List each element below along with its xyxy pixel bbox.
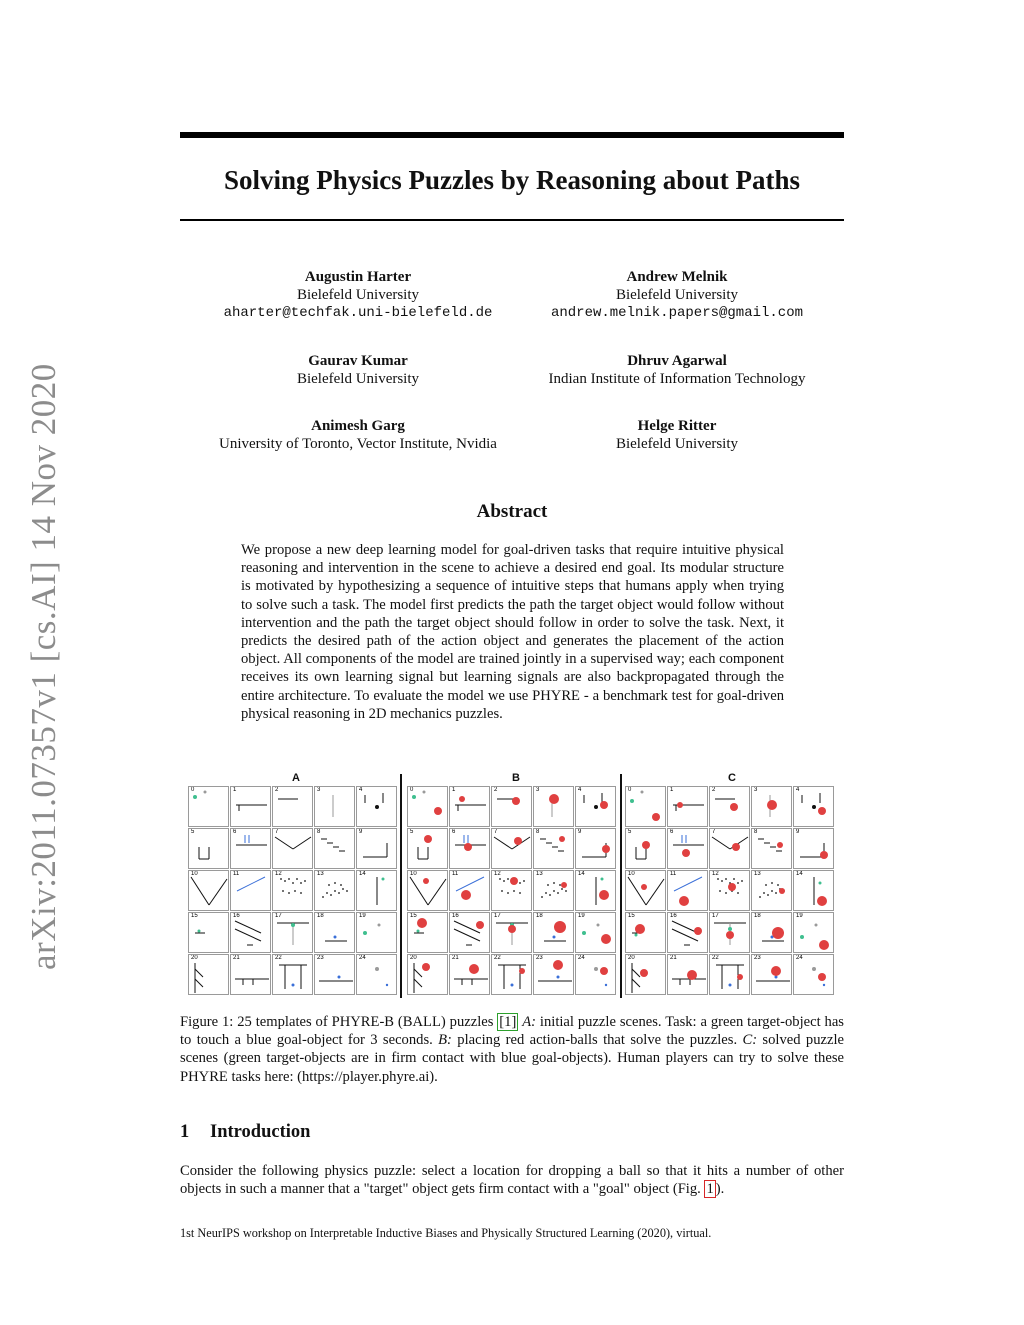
template-number: 6 xyxy=(233,829,237,835)
template-thumbnail xyxy=(667,786,708,827)
scene-drawing xyxy=(273,955,313,995)
template-number: 22 xyxy=(275,955,282,961)
scene-drawing xyxy=(408,913,448,953)
template-thumbnail xyxy=(491,954,532,995)
template-thumbnail xyxy=(751,912,792,953)
template-thumbnail xyxy=(533,828,574,869)
template-number: 9 xyxy=(578,829,582,835)
panel-a xyxy=(188,786,397,996)
template-number: 21 xyxy=(670,955,677,961)
template-number: 9 xyxy=(796,829,800,835)
template-thumbnail xyxy=(667,828,708,869)
scene-drawing xyxy=(668,955,708,995)
scene-drawing xyxy=(231,955,271,995)
template-thumbnail xyxy=(230,912,271,953)
paper-title: Solving Physics Puzzles by Reasoning about Paths xyxy=(223,165,801,195)
template-number: 8 xyxy=(317,829,321,835)
template-thumbnail xyxy=(356,954,397,995)
template-thumbnail xyxy=(314,870,355,911)
template-number: 20 xyxy=(628,955,635,961)
author-affiliation: Bielefeld University xyxy=(615,287,739,303)
scene-drawing xyxy=(231,829,271,869)
template-thumbnail xyxy=(751,828,792,869)
template-thumbnail xyxy=(533,786,574,827)
author-affiliation: Bielefeld University xyxy=(296,371,420,387)
template-thumbnail xyxy=(188,786,229,827)
template-number: 14 xyxy=(578,871,585,877)
template-number: 24 xyxy=(796,955,803,961)
template-thumbnail xyxy=(575,954,616,995)
scene-drawing xyxy=(492,913,532,953)
template-number: 10 xyxy=(410,871,417,877)
template-number: 20 xyxy=(410,955,417,961)
section-heading xyxy=(180,1121,310,1143)
template-thumbnail xyxy=(449,912,490,953)
template-thumbnail xyxy=(533,954,574,995)
template-thumbnail xyxy=(625,912,666,953)
template-thumbnail xyxy=(575,870,616,911)
caption-lead: Figure 1: 25 templates of PHYRE-B (BALL) puzzles xyxy=(180,1014,498,1030)
scene-drawing xyxy=(626,787,666,827)
scene-drawing xyxy=(710,787,750,827)
template-number: 18 xyxy=(317,913,324,919)
template-thumbnail xyxy=(667,870,708,911)
template-thumbnail xyxy=(793,912,834,953)
template-number: 18 xyxy=(536,913,543,919)
template-number: 12 xyxy=(494,871,501,877)
template-thumbnail xyxy=(188,912,229,953)
scene-drawing xyxy=(492,871,532,911)
template-thumbnail xyxy=(230,828,271,869)
scene-drawing xyxy=(189,913,229,953)
author-name: Augustin Harter xyxy=(304,269,412,285)
scene-drawing xyxy=(273,787,313,827)
template-thumbnail xyxy=(356,912,397,953)
template-number: 14 xyxy=(359,871,366,877)
template-number: 15 xyxy=(191,913,198,919)
template-thumbnail xyxy=(625,954,666,995)
template-thumbnail xyxy=(407,954,448,995)
template-thumbnail xyxy=(230,954,271,995)
figure-1 xyxy=(186,772,838,998)
template-thumbnail xyxy=(667,912,708,953)
scene-drawing xyxy=(794,913,834,953)
author-affiliation: Bielefeld University xyxy=(296,287,420,303)
panel-b xyxy=(407,786,616,996)
scene-drawing xyxy=(752,955,792,995)
template-number: 19 xyxy=(796,913,803,919)
section-number: 1 xyxy=(180,1122,190,1142)
template-thumbnail xyxy=(625,870,666,911)
scene-drawing xyxy=(273,913,313,953)
template-number: 12 xyxy=(712,871,719,877)
scene-drawing xyxy=(752,913,792,953)
scene-drawing xyxy=(357,955,397,995)
template-number: 4 xyxy=(796,787,800,793)
template-number: 14 xyxy=(796,871,803,877)
template-number: 1 xyxy=(452,787,456,793)
caption-c-text: solved puzzle scenes (green target-objects are in firm contact with blue goal-objects). Human players can try to solve these PHYRE tasks here: (https://player.phyre.ai). xyxy=(180,1032,844,1085)
template-thumbnail xyxy=(533,870,574,911)
template-number: 17 xyxy=(275,913,282,919)
template-number: 21 xyxy=(233,955,240,961)
template-number: 0 xyxy=(410,787,414,793)
scene-drawing xyxy=(189,829,229,869)
citation-link[interactable]: [1] xyxy=(499,1014,517,1030)
template-number: 1 xyxy=(670,787,674,793)
scene-drawing xyxy=(408,787,448,827)
template-number: 0 xyxy=(191,787,195,793)
template-number: 7 xyxy=(275,829,279,835)
template-thumbnail xyxy=(491,786,532,827)
template-thumbnail xyxy=(709,828,750,869)
scene-drawing xyxy=(626,955,666,995)
template-number: 9 xyxy=(359,829,363,835)
template-thumbnail xyxy=(575,912,616,953)
template-thumbnail xyxy=(667,954,708,995)
arxiv-stamp: arXiv:2011.07357v1 [cs.AI] 14 Nov 2020 xyxy=(24,363,63,970)
template-number: 11 xyxy=(233,871,240,877)
template-thumbnail xyxy=(625,786,666,827)
intro-text-end: ). xyxy=(715,1181,725,1198)
scene-drawing xyxy=(357,913,397,953)
template-thumbnail xyxy=(356,828,397,869)
scene-drawing xyxy=(231,787,271,827)
caption-a-label: A: xyxy=(522,1014,537,1030)
author-affiliation: Indian Institute of Information Technology xyxy=(548,371,806,387)
scene-drawing xyxy=(231,913,271,953)
author-block-1 xyxy=(180,268,536,322)
template-thumbnail xyxy=(272,954,313,995)
template-number: 6 xyxy=(670,829,674,835)
template-number: 10 xyxy=(628,871,635,877)
scene-drawing xyxy=(534,913,574,953)
scene-drawing xyxy=(408,829,448,869)
template-number: 16 xyxy=(452,913,459,919)
author-block-6 xyxy=(510,417,844,453)
title-rule-bottom xyxy=(180,219,844,221)
caption-b-label: B: xyxy=(438,1032,452,1049)
figure-caption xyxy=(180,1013,844,1086)
template-number: 11 xyxy=(670,871,677,877)
panel-label-a: A xyxy=(292,772,300,784)
author-block-2 xyxy=(510,268,844,322)
scene-drawing xyxy=(752,871,792,911)
section-title: Introduction xyxy=(210,1122,311,1142)
template-number: 15 xyxy=(628,913,635,919)
template-number: 18 xyxy=(754,913,761,919)
scene-drawing xyxy=(794,955,834,995)
template-number: 17 xyxy=(712,913,719,919)
scene-drawing xyxy=(576,871,616,911)
scene-drawing xyxy=(576,829,616,869)
author-block-5 xyxy=(180,417,536,453)
template-thumbnail xyxy=(272,828,313,869)
template-number: 5 xyxy=(628,829,632,835)
template-number: 6 xyxy=(452,829,456,835)
template-thumbnail xyxy=(272,870,313,911)
author-name: Helge Ritter xyxy=(637,418,717,434)
template-thumbnail xyxy=(314,786,355,827)
scene-drawing xyxy=(668,871,708,911)
template-number: 3 xyxy=(754,787,758,793)
abstract-heading: Abstract xyxy=(476,501,548,522)
panel-label-c: C xyxy=(728,772,736,784)
template-number: 4 xyxy=(578,787,582,793)
title-rule-top xyxy=(180,132,844,138)
template-number: 23 xyxy=(536,955,543,961)
scene-drawing xyxy=(450,871,490,911)
template-number: 2 xyxy=(494,787,498,793)
template-thumbnail xyxy=(575,828,616,869)
template-number: 12 xyxy=(275,871,282,877)
template-thumbnail xyxy=(793,870,834,911)
template-thumbnail xyxy=(356,786,397,827)
template-thumbnail xyxy=(188,828,229,869)
scene-drawing xyxy=(315,871,355,911)
template-thumbnail xyxy=(407,828,448,869)
template-thumbnail xyxy=(272,786,313,827)
template-number: 21 xyxy=(452,955,459,961)
caption-c-label: C: xyxy=(742,1032,758,1049)
scene-drawing xyxy=(450,955,490,995)
template-number: 13 xyxy=(317,871,324,877)
template-thumbnail xyxy=(407,786,448,827)
scene-drawing xyxy=(534,955,574,995)
template-number: 0 xyxy=(628,787,632,793)
scene-drawing xyxy=(357,829,397,869)
template-number: 24 xyxy=(578,955,585,961)
scene-drawing xyxy=(710,829,750,869)
author-name: Animesh Garg xyxy=(311,418,405,434)
template-thumbnail xyxy=(188,870,229,911)
author-name: Gaurav Kumar xyxy=(308,353,408,369)
caption-b-text: placing red action-balls that solve the puzzles. xyxy=(451,1032,743,1049)
template-thumbnail xyxy=(793,954,834,995)
template-number: 5 xyxy=(191,829,195,835)
scene-drawing xyxy=(189,871,229,911)
template-number: 17 xyxy=(494,913,501,919)
author-block-3 xyxy=(180,352,536,388)
scene-drawing xyxy=(576,913,616,953)
scene-drawing xyxy=(752,787,792,827)
template-thumbnail xyxy=(188,954,229,995)
author-name: Dhruv Agarwal xyxy=(627,353,727,369)
scene-drawing xyxy=(315,955,355,995)
template-number: 8 xyxy=(536,829,540,835)
template-number: 16 xyxy=(233,913,240,919)
template-thumbnail xyxy=(272,912,313,953)
scene-drawing xyxy=(357,871,397,911)
template-thumbnail xyxy=(449,954,490,995)
template-number: 19 xyxy=(359,913,366,919)
template-number: 15 xyxy=(410,913,417,919)
template-number: 22 xyxy=(712,955,719,961)
panel-divider xyxy=(400,774,402,998)
template-thumbnail xyxy=(449,786,490,827)
scene-drawing xyxy=(668,787,708,827)
scene-drawing xyxy=(534,829,574,869)
template-thumbnail xyxy=(625,828,666,869)
scene-drawing xyxy=(231,871,271,911)
scene-drawing xyxy=(273,871,313,911)
template-thumbnail xyxy=(407,870,448,911)
template-number: 1 xyxy=(233,787,237,793)
template-thumbnail xyxy=(575,786,616,827)
template-thumbnail xyxy=(230,870,271,911)
template-thumbnail xyxy=(793,828,834,869)
panel-divider xyxy=(620,774,622,998)
figure-ref-link[interactable]: 1 xyxy=(706,1181,714,1198)
intro-text: Consider the following physics puzzle: select a location for dropping a ball so that it hits a number of other objects in such a manner that a "target" object gets firm contact with a "goal" object (Fig. xyxy=(180,1163,844,1198)
template-number: 19 xyxy=(578,913,585,919)
scene-drawing xyxy=(315,787,355,827)
template-number: 2 xyxy=(275,787,279,793)
scene-drawing xyxy=(710,913,750,953)
author-name: Andrew Melnik xyxy=(626,269,728,285)
author-email[interactable]: andrew.melnik.papers@gmail.com xyxy=(550,305,804,321)
scene-drawing xyxy=(710,871,750,911)
template-number: 5 xyxy=(410,829,414,835)
template-number: 8 xyxy=(754,829,758,835)
author-affiliation: Bielefeld University xyxy=(615,436,739,452)
scene-drawing xyxy=(626,913,666,953)
scene-drawing xyxy=(794,787,834,827)
scene-drawing xyxy=(450,913,490,953)
template-thumbnail xyxy=(533,912,574,953)
template-number: 24 xyxy=(359,955,366,961)
template-number: 13 xyxy=(536,871,543,877)
scene-drawing xyxy=(189,955,229,995)
template-thumbnail xyxy=(709,912,750,953)
template-number: 7 xyxy=(712,829,716,835)
scene-drawing xyxy=(626,829,666,869)
scene-drawing xyxy=(668,913,708,953)
template-thumbnail xyxy=(491,870,532,911)
scene-drawing xyxy=(576,955,616,995)
template-thumbnail xyxy=(751,954,792,995)
panel-label-b: B xyxy=(512,772,520,784)
template-number: 7 xyxy=(494,829,498,835)
template-thumbnail xyxy=(491,912,532,953)
template-number: 16 xyxy=(670,913,677,919)
template-thumbnail xyxy=(314,954,355,995)
abstract-text: We propose a new deep learning model for goal-driven tasks that require intuitive physical reasoning and intervention in the scene to achieve a desired end goal. Its modular structure is motivated by hypothesizing a sequence of intuitive steps that humans apply when trying to solve such a task. The model first predicts the path the target object would follow without intervention and the path the target object should follow in order to solve the task. Next, it predicts the desired path of the action object and generates the placement of the action object. All components of the model are trained jointly in a supervised way; each component receives its own learning signal but learning signals are also backpropagated through the entire architecture. To evaluate the model we use PHYRE - a benchmark test for goal-driven physical reasoning in 2D mechanics puzzles. xyxy=(241,542,784,722)
template-number: 22 xyxy=(494,955,501,961)
scene-drawing xyxy=(710,955,750,995)
template-number: 23 xyxy=(754,955,761,961)
scene-drawing xyxy=(626,871,666,911)
scene-drawing xyxy=(534,871,574,911)
template-thumbnail xyxy=(751,786,792,827)
template-number: 23 xyxy=(317,955,324,961)
template-number: 20 xyxy=(191,955,198,961)
template-thumbnail xyxy=(449,870,490,911)
author-email[interactable]: aharter@techfak.uni-bielefeld.de xyxy=(223,305,493,321)
scene-drawing xyxy=(492,955,532,995)
scene-drawing xyxy=(492,787,532,827)
template-number: 3 xyxy=(536,787,540,793)
author-block-4 xyxy=(510,352,844,388)
scene-drawing xyxy=(752,829,792,869)
template-thumbnail xyxy=(709,870,750,911)
template-number: 13 xyxy=(754,871,761,877)
scene-drawing xyxy=(534,787,574,827)
scene-drawing xyxy=(408,955,448,995)
template-number: 2 xyxy=(712,787,716,793)
scene-drawing xyxy=(450,829,490,869)
template-thumbnail xyxy=(709,954,750,995)
scene-drawing xyxy=(794,871,834,911)
template-thumbnail xyxy=(709,786,750,827)
scene-drawing xyxy=(794,829,834,869)
scene-drawing xyxy=(189,787,229,827)
scene-drawing xyxy=(450,787,490,827)
template-thumbnail xyxy=(491,828,532,869)
template-thumbnail xyxy=(407,912,448,953)
caption-a-text: initial puzzle scenes. Task: a green target-object has to touch a blue goal-object for 3 seconds. xyxy=(180,1014,844,1049)
scene-drawing xyxy=(408,871,448,911)
intro-paragraph xyxy=(180,1162,844,1198)
footnote: 1st NeurIPS workshop on Interpretable Inductive Biases and Physically Structured Learning (2020), virtual. xyxy=(180,1226,712,1240)
scene-drawing xyxy=(576,787,616,827)
panel-c xyxy=(625,786,834,996)
scene-drawing xyxy=(492,829,532,869)
scene-drawing xyxy=(668,829,708,869)
template-number: 4 xyxy=(359,787,363,793)
scene-drawing xyxy=(357,787,397,827)
template-thumbnail xyxy=(751,870,792,911)
template-thumbnail xyxy=(230,786,271,827)
template-number: 3 xyxy=(317,787,321,793)
author-affiliation: University of Toronto, Vector Institute, Nvidia xyxy=(219,436,497,452)
template-thumbnail xyxy=(314,828,355,869)
template-thumbnail xyxy=(793,786,834,827)
template-thumbnail xyxy=(449,828,490,869)
scene-drawing xyxy=(315,913,355,953)
scene-drawing xyxy=(273,829,313,869)
template-number: 10 xyxy=(191,871,198,877)
scene-drawing xyxy=(315,829,355,869)
template-number: 11 xyxy=(452,871,459,877)
template-thumbnail xyxy=(356,870,397,911)
template-thumbnail xyxy=(314,912,355,953)
